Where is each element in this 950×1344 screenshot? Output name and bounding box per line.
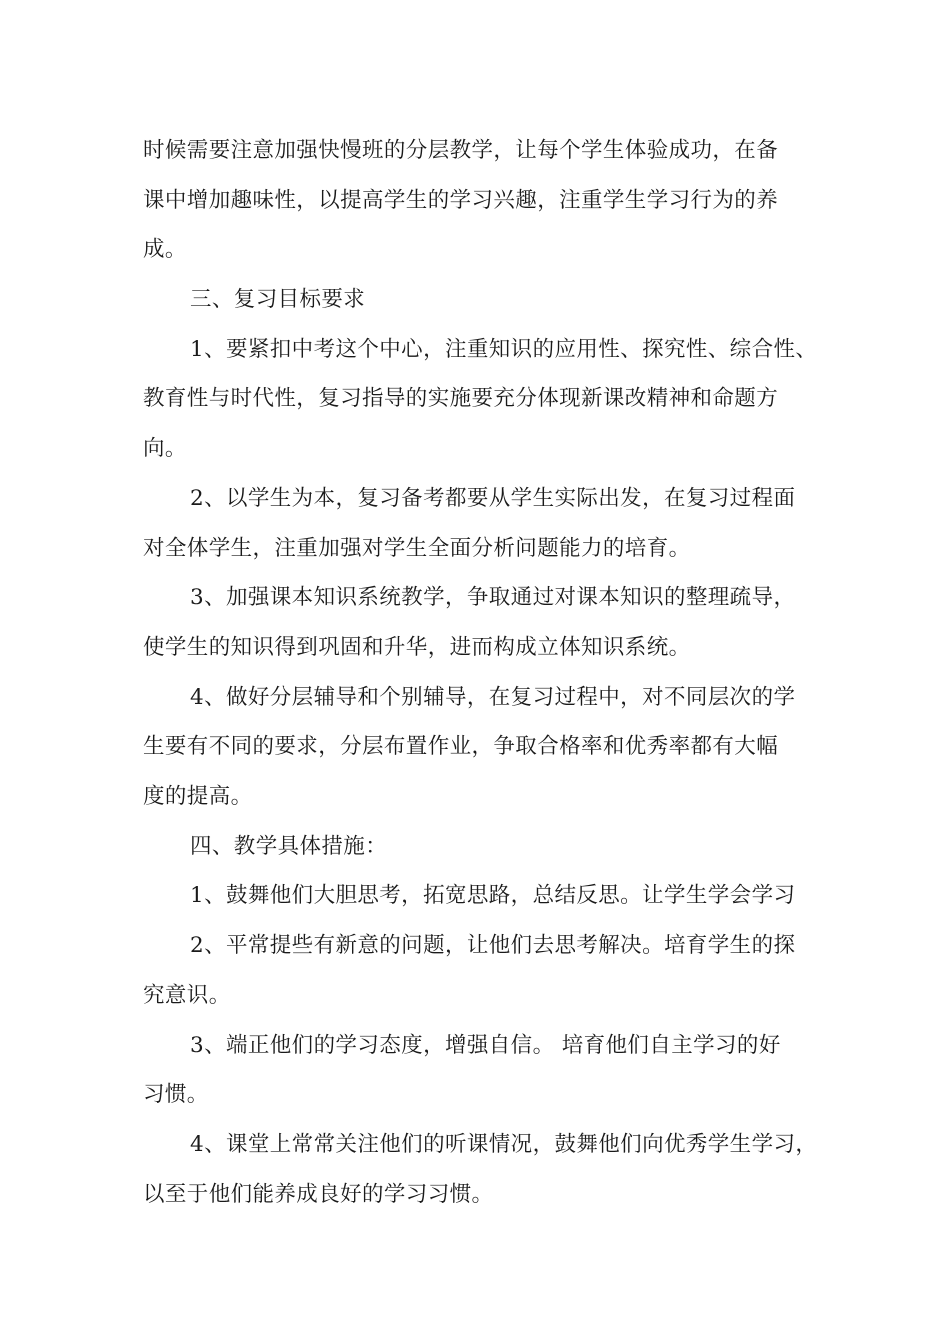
text-line: 1、要紧扣中考这个中心，注重知识的应用性、探究性、综合性、	[190, 337, 818, 362]
text-line: 4、课堂上常常关注他们的听课情况，鼓舞他们向优秀学生学习，	[190, 1132, 818, 1157]
text-line: 1、鼓舞他们大胆思考，拓宽思路，总结反思。让学生学会学习	[190, 883, 796, 908]
text-line: 以至于他们能养成良好的学习习惯。	[143, 1182, 494, 1207]
text-line: 2、平常提些有新意的问题，让他们去思考解决。培育学生的探	[190, 933, 796, 958]
text-line: 时候需要注意加强快慢班的分层教学，让每个学生体验成功，在备	[143, 138, 779, 163]
text-line: 教育性与时代性，复习指导的实施要充分体现新课改精神和命题方	[143, 386, 779, 411]
text-line: 成。	[143, 237, 187, 262]
text-line: 3、加强课本知识系统教学，争取通过对课本知识的整理疏导，	[190, 585, 796, 610]
section-heading: 三、复习目标要求	[190, 287, 366, 312]
text-line: 生要有不同的要求，分层布置作业，争取合格率和优秀率都有大幅	[143, 734, 779, 759]
text-line: 2、以学生为本，复习备考都要从学生实际出发，在复习过程面	[190, 486, 796, 511]
text-line: 度的提高。	[143, 784, 253, 809]
text-line: 向。	[143, 436, 187, 461]
text-line: 究意识。	[143, 983, 231, 1008]
text-line: 3、端正他们的学习态度，增强自信。 培育他们自主学习的好	[190, 1033, 781, 1058]
text-line: 4、做好分层辅导和个别辅导，在复习过程中，对不同层次的学	[190, 685, 796, 710]
text-line: 课中增加趣味性，以提高学生的学习兴趣，注重学生学习行为的养	[143, 188, 779, 213]
text-line: 对全体学生，注重加强对学生全面分析问题能力的培育。	[143, 536, 691, 561]
text-line: 使学生的知识得到巩固和升华，进而构成立体知识系统。	[143, 635, 691, 660]
text-line: 习惯。	[143, 1082, 209, 1107]
section-heading: 四、教学具体措施：	[190, 834, 388, 859]
